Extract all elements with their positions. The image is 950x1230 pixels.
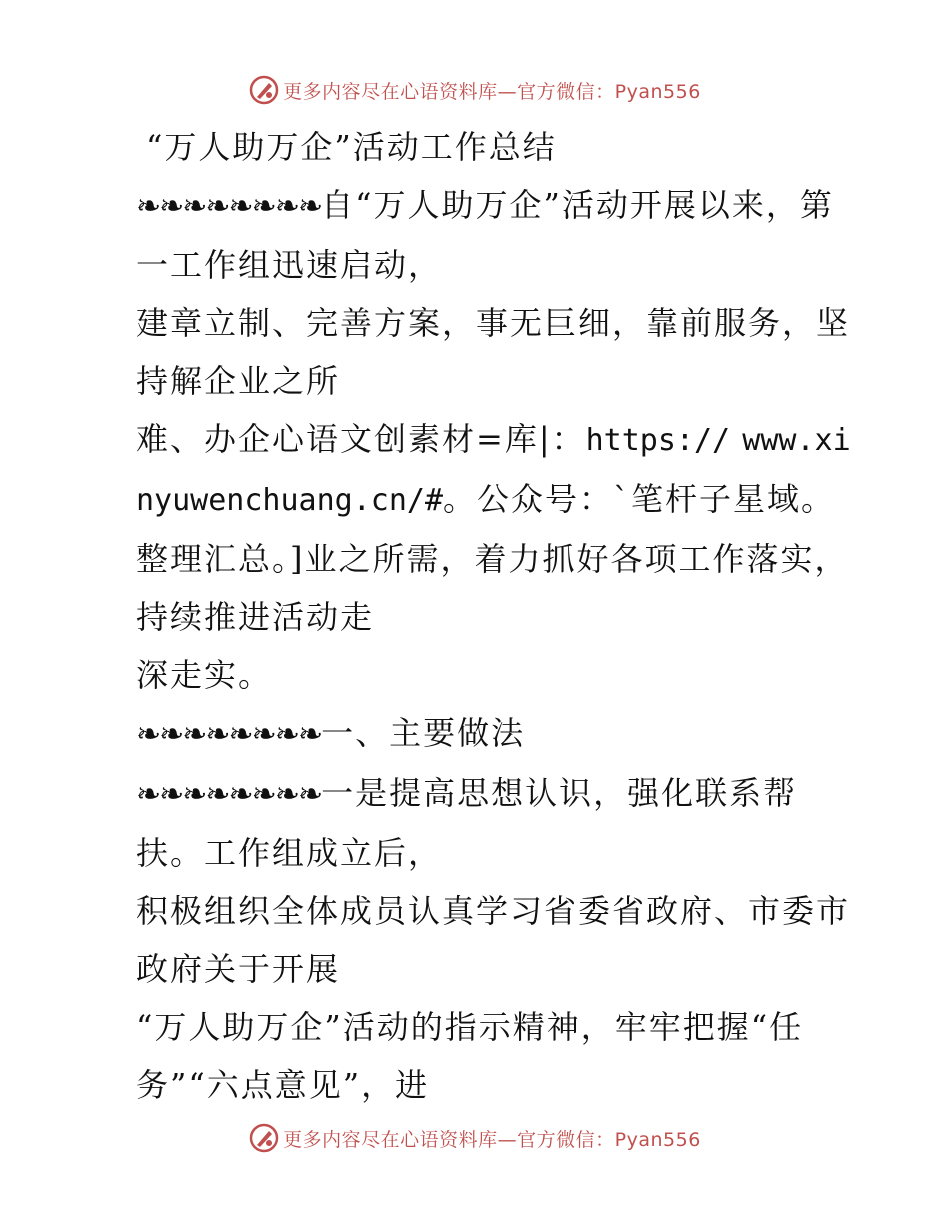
paragraph-2: 建章立制、完善方案，事无巨细，靠前服务，坚持解企业之所 (136, 304, 851, 400)
banner-text: 更多内容尽在心语资料库—官方微信：Pyan556 (283, 1128, 701, 1151)
header-banner (0, 70, 950, 110)
document-body (98, 118, 858, 1114)
paragraph-4: 深走实。 (136, 656, 273, 694)
section-heading: ❧❧❧❧❧❧❧❧一、主要做法 (136, 714, 526, 752)
ornament-icon: ❧❧❧❧❧❧❧❧ (136, 717, 322, 752)
paragraph-7: “万人助万企”活动的指示精神，牢牢把握“任务”“六点意见”，进 (136, 1008, 804, 1104)
ornament-icon: ❧❧❧❧❧❧❧❧ (136, 189, 322, 224)
doc-title: “万人助万企”活动工作总结 (146, 128, 557, 166)
pen-logo-icon (249, 75, 279, 105)
paragraph-5: ❧❧❧❧❧❧❧❧一是提高思想认识，强化联系帮扶。工作组成立后， (136, 774, 798, 872)
pen-logo-icon (249, 1123, 279, 1153)
url-part-2: www.xinyuwenchuang.cn/# (136, 423, 851, 518)
paragraph-6: 积极组织全体成员认真学习省委省政府、市委市政府关于开展 (136, 892, 851, 988)
footer-banner (0, 1118, 950, 1158)
url-part-1: https:// (585, 423, 731, 458)
paragraph-3: 难、办企心语文创素材=库|：https:// www.xinyuwenchuang.cn/#。公众号：`笔杆子星域。整理汇总。]业之所需，着力抓好各项工作落实，持续推进活动走 (136, 420, 851, 636)
banner-text: 更多内容尽在心语资料库—官方微信：Pyan556 (283, 80, 701, 103)
ornament-icon: ❧❧❧❧❧❧❧❧ (136, 777, 322, 812)
paragraph-1: ❧❧❧❧❧❧❧❧自“万人助万企”活动开展以来，第一工作组迅速启动， (136, 186, 834, 284)
